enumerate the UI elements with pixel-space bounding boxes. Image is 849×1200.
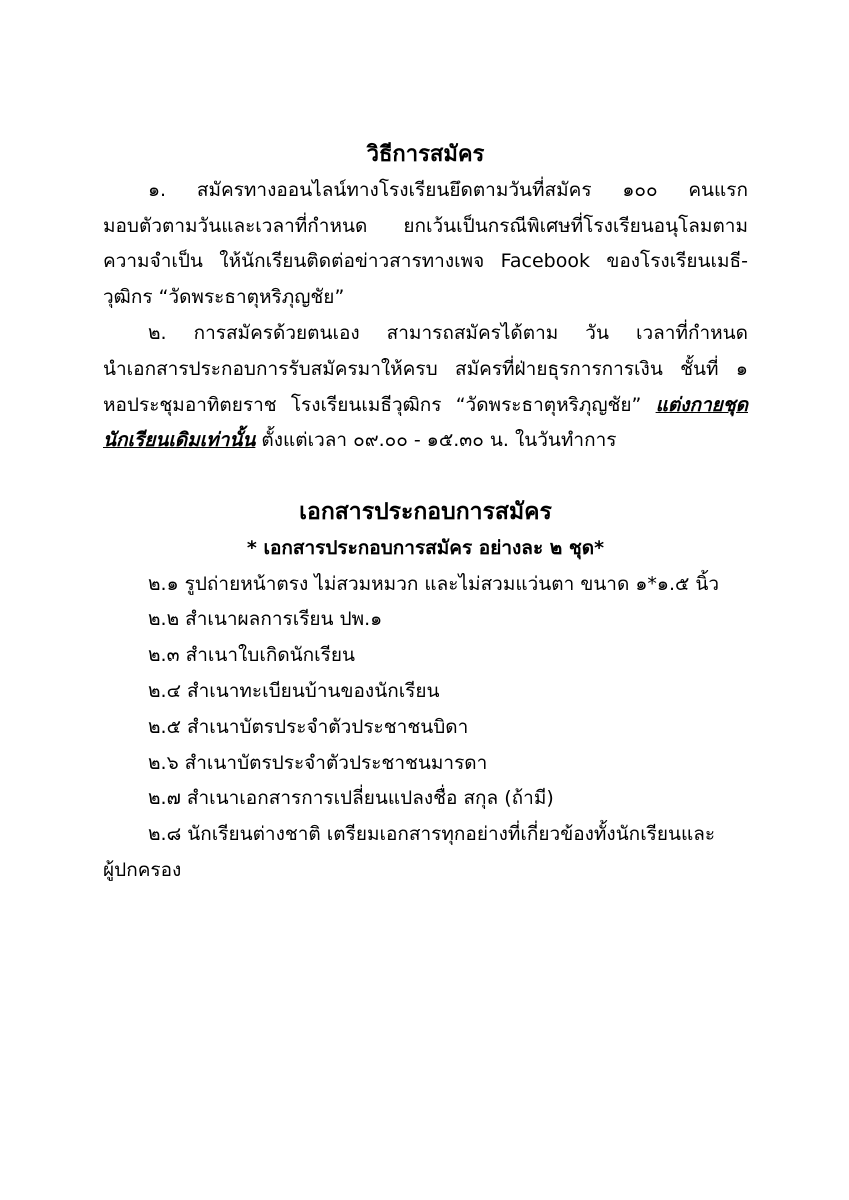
dress-code-emphasis: นักเรียนเดิมเท่านั้น [103,429,256,452]
step2-line [103,423,748,459]
application-method-section [103,137,748,459]
document-item: ๒.๖ สำเนาบัตรประจำตัวประชาชนมารดา [148,751,488,774]
step1-line: ๑. สมัครทางออนไลน์ทางโรงเรียนยึดตามวันที่สมัคร ๑๐๐ คนแรก [148,178,748,201]
step2-line: ๒. การสมัครด้วยตนเอง สามารถสมัครได้ตาม วัน เวลาที่กำหนด [148,321,748,344]
document-item-continuation: ผู้ปกครอง [103,858,182,881]
document-item: ๒.๔ สำเนาทะเบียนบ้านของนักเรียน [148,679,440,702]
document-item: ๒.๑ รูปถ่ายหน้าตรง ไม่สวมหมวก และไม่สวมแว่นตา ขนาด ๑*๑.๕ นิ้ว [148,572,720,595]
step1-line: มอบตัวตามวันและเวลาที่กำหนด ยกเว้นเป็นกรณีพิเศษที่โรงเรียนอนุโลมตาม [103,214,748,237]
step2-line-text: ตั้งแต่เวลา ๐๙.๐๐ - ๑๕.๓๐ น. ในวันทำการ [261,429,617,452]
documents-list [103,567,748,889]
step1-line: ความจำเป็น ให้นักเรียนติดต่อข่าวสารทางเพจ Facebook ของโรงเรียนเมธี- [103,250,748,273]
step2-paragraph [103,316,748,459]
required-documents-section [103,495,748,889]
document-item: ๒.๓ สำเนาใบเกิดนักเรียน [148,644,355,667]
document-item: ๒.๘ นักเรียนต่างชาติ เตรียมเอกสารทุกอย่างที่เกี่ยวข้องทั้งนักเรียนและ [148,823,716,846]
step2-line [103,388,748,424]
document-item: ๒.๒ สำเนาผลการเรียน ปพ.๑ [148,608,383,631]
required-documents-title: เอกสารประกอบการสมัคร [299,498,552,525]
dress-code-emphasis: แต่งกายชุด [655,393,748,416]
application-method-title: วิธีการสมัคร [366,142,485,167]
required-documents-subtitle: * เอกสารประกอบการสมัคร อย่างละ ๒ ชุด* [246,536,605,559]
document-item: ๒.๕ สำเนาบัตรประจำตัวประชาชนบิดา [148,715,469,738]
step1-line: วุฒิกร “วัดพระธาตุหริภุญชัย” [103,286,345,309]
section-spacer [103,459,748,495]
step2-line-text: หอประชุมอาทิตยราช โรงเรียนเมธีวุฒิกร “วัดพระธาตุหริภุญชัย” [103,393,642,416]
step2-line: นำเอกสารประกอบการรับสมัครมาให้ครบ สมัครที่ฝ่ายธุรการการเงิน ชั้นที่ ๑ [103,357,748,380]
step1-paragraph [103,173,748,316]
document-item: ๒.๗ สำเนาเอกสารการเปลี่ยนแปลงชื่อ สกุล (ถ้ามี) [148,787,554,810]
